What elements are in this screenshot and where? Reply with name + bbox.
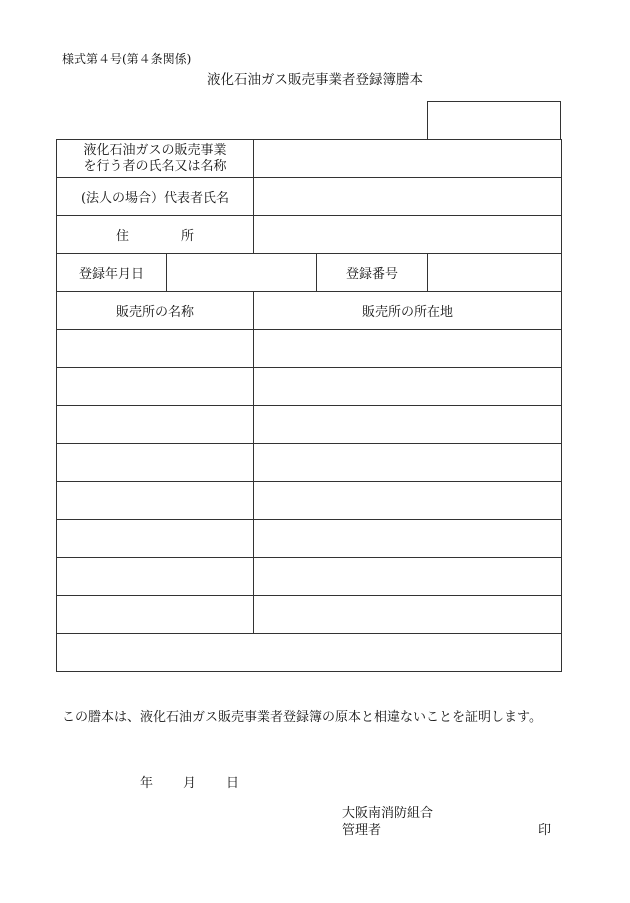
shop-name-cell[interactable]: [57, 406, 254, 444]
shop-row: [57, 406, 562, 444]
registration-number-label: 登録番号: [317, 254, 428, 292]
representative-row: [57, 178, 562, 216]
receipt-stamp-box: [427, 101, 561, 139]
address-label-char2: 所: [181, 229, 195, 244]
form-number: 様式第４号(第４条関係): [62, 52, 192, 66]
document-title: 液化石油ガス販売事業者登録簿謄本: [207, 72, 423, 88]
shop-row: [57, 444, 562, 482]
certification-statement: この謄本は、液化石油ガス販売事業者登録簿の原本と相違ないことを証明します。: [62, 710, 542, 725]
issuer-organization: 大阪南消防組合: [342, 806, 434, 821]
seal-mark: 印: [538, 823, 552, 838]
shop-row: [57, 482, 562, 520]
shop-name-header: 販売所の名称: [57, 292, 254, 330]
address-row: [57, 216, 562, 254]
address-label: [57, 216, 254, 254]
registration-number-value-cell[interactable]: [428, 254, 562, 292]
month-label: 月: [183, 776, 197, 791]
shop-name-cell[interactable]: [57, 558, 254, 596]
shop-location-cell[interactable]: [254, 368, 562, 406]
year-label: 年: [140, 776, 154, 791]
shop-name-cell[interactable]: [57, 520, 254, 558]
shop-name-cell[interactable]: [57, 596, 254, 634]
shop-header-row: [57, 292, 562, 330]
registration-date-label: 登録年月日: [57, 254, 167, 292]
shop-location-cell[interactable]: [254, 482, 562, 520]
shop-location-cell[interactable]: [254, 444, 562, 482]
shop-row: [57, 558, 562, 596]
notes-row: [57, 634, 562, 672]
issuer-manager: 管理者: [342, 823, 382, 838]
shop-location-cell[interactable]: [254, 558, 562, 596]
shop-name-cell[interactable]: [57, 368, 254, 406]
registration-row: [57, 254, 562, 292]
shop-location-cell[interactable]: [254, 596, 562, 634]
notes-cell[interactable]: [57, 634, 562, 672]
shop-location-cell[interactable]: [254, 520, 562, 558]
shop-location-header: 販売所の所在地: [254, 292, 562, 330]
shop-name-cell[interactable]: [57, 330, 254, 368]
registration-table: [56, 139, 562, 672]
date-line: [140, 772, 239, 791]
shop-row: [57, 330, 562, 368]
shop-location-cell[interactable]: [254, 330, 562, 368]
address-label-char1: 住: [115, 229, 129, 244]
shop-location-cell[interactable]: [254, 406, 562, 444]
business-name-label-line1: 液化石油ガスの販売事業: [83, 142, 227, 158]
shop-row: [57, 368, 562, 406]
shop-row: [57, 520, 562, 558]
shop-name-cell[interactable]: [57, 482, 254, 520]
registration-date-value-cell[interactable]: [167, 254, 317, 292]
business-name-label-line2: を行う者の氏名又は名称: [83, 158, 227, 174]
representative-label: (法人の場合）代表者氏名: [57, 178, 254, 216]
shop-row: [57, 596, 562, 634]
business-name-row: [57, 140, 562, 178]
business-name-label: [57, 140, 254, 178]
business-name-value-cell[interactable]: [254, 140, 562, 178]
representative-value-cell[interactable]: [254, 178, 562, 216]
day-label: 日: [226, 776, 240, 791]
address-value-cell[interactable]: [254, 216, 562, 254]
shop-name-cell[interactable]: [57, 444, 254, 482]
